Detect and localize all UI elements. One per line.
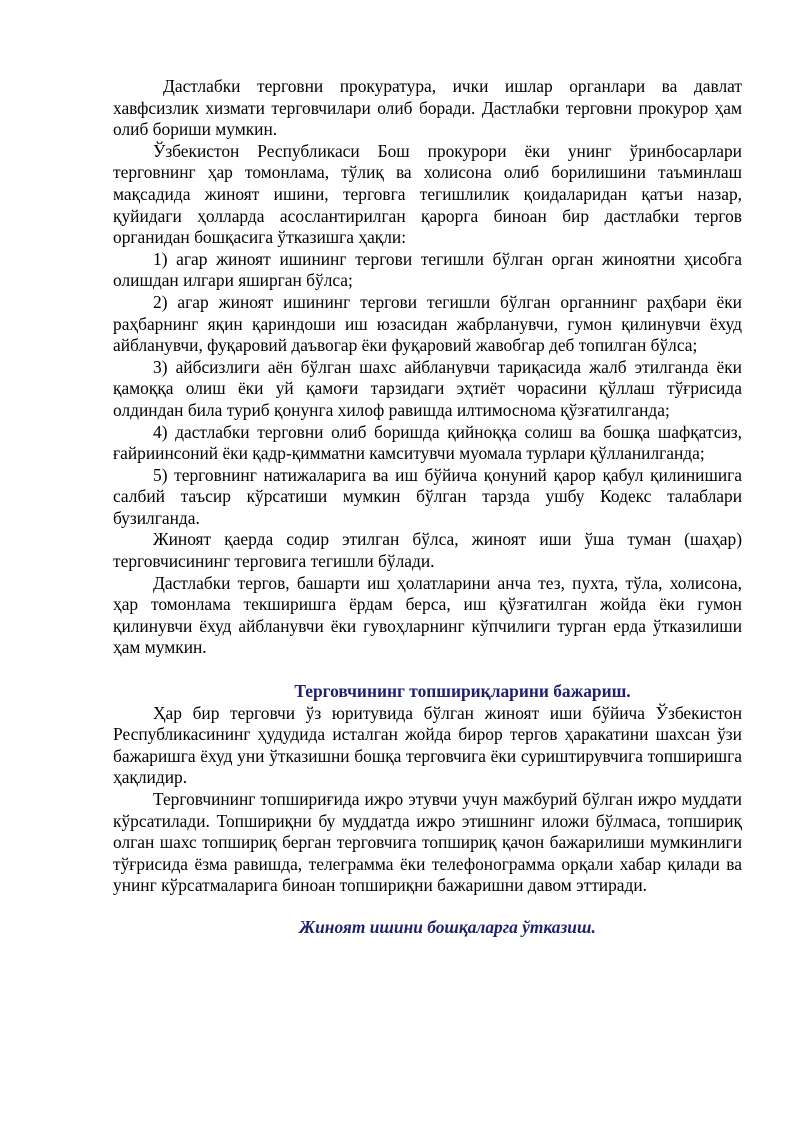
paragraph-item-3: 3) айбсизлиги аён бўлган шахс айбланувчи тариқасида жалб этилганда ёки қамоққа олиш ёки уй қамоғи тарзидаги эҳтиёт чорасини қўллаш тўғрисида олдиндан била туриб қонунга хилоф равишда илтимоснома қўзғатилганда; [113,356,742,420]
paragraph-assignment-deadline: Терговчининг топшириғида ижро этувчи учун мажбурий бўлган ижро муддати кўрсатилади. Топшириқни бу муддатда ижро этишнинг иложи бўлмаса, топшириқ олган шахс топшириқ берган терговчига топшириқ қачон бажарилиши мумкинлиги тўғрисида ёзма равишда, телеграмма ёки телефонограмма орқали хабар қилади ва унинг кўрсатмаларига биноан топшириқни бажаришни давом эттиради. [113,789,742,896]
paragraph-item-5: 5) терговнинг натижаларига ва иш бўйича қонуний қарор қабул қилинишига салбий таъсир кўрсатиши мумкин бўлган тарзда ушбу Кодекс талаблари бузилганда. [113,464,742,528]
section-heading-assignments: Терговчининг топшириқларини бажариш. [294,681,631,702]
document-page [113,76,742,939]
paragraph-item-1: 1) агар жиноят ишининг тергови тегишли бўлган орган жиноятни ҳисобга олишдан илгари яширган бўлса; [113,248,742,291]
paragraph-investigator-actions: Ҳар бир терговчи ўз юритувида бўлган жиноят иши бўйича Ўзбекистон Республикасининг ҳудудида исталган жойда бирор тергов ҳаракатини шахсан ўзи бажаришга ёхуд уни ўтказишни бошқа терговчига ёки суриштирувчига топширишга ҳақлидир. [113,702,742,788]
paragraph-item-4: 4) дастлабки терговни олиб боришда қийноққа солиш ва бошқа шафқатсиз, ғайриинсоний ёки қадр-қимматни камситувчи муомала турлари қўлланилганда; [113,421,742,464]
paragraph-prosecutor-general-rights: Ўзбекистон Республикаси Бош прокурори ёки унинг ўринбосарлари терговнинг ҳар томонлама, тўлиқ ва холисона олиб борилишини таъминлаш мақсадида жиноят ишини, терговга тегишлилик қоидаларидан қатъи назар, қуйидаги ҳолларда асослантирилган қарорга биноан бир дастлабки тергов органидан бошқасига ўтказишга ҳақли: [113,140,742,248]
paragraph-item-2: 2) агар жиноят ишининг тергови тегишли бўлган органнинг раҳбари ёки раҳбарнинг яқин қариндоши иш юзасидан жабрланувчи, гумон қилинувчи ёхуд айбланувчи, фуқаровий даъвогар ёки фуқаровий жавобгар деб топилган бўлса; [113,291,742,356]
paragraph-investigation-venue: Дастлабки тергов, башарти иш ҳолатларини анча тез, пухта, тўла, холисона, ҳар томонлама текширишга ёрдам берса, иш қўзғатилган жойда ёки гумон қилинувчи ёхуд айбланувчи ёки гувоҳларнинг кўпчилиги турган ерда ўтказилиши ҳам мумкин. [113,572,742,658]
paragraph-crime-location: Жиноят қаерда содир этилган бўлса, жиноят иши ўша туман (шаҳар) терговчисининг терговига тегишли бўлади. [113,529,742,572]
paragraph-preliminary-investigation: Дастлабки терговни прокуратура, ички ишлар органлари ва давлат хавфсизлик хизмати терговчилари олиб боради. Дастлабки терговни прокурор ҳам олиб бориши мумкин. [113,76,742,140]
section-heading-case-transfer: Жиноят ишини бошқаларга ўтказиш. [299,916,596,937]
